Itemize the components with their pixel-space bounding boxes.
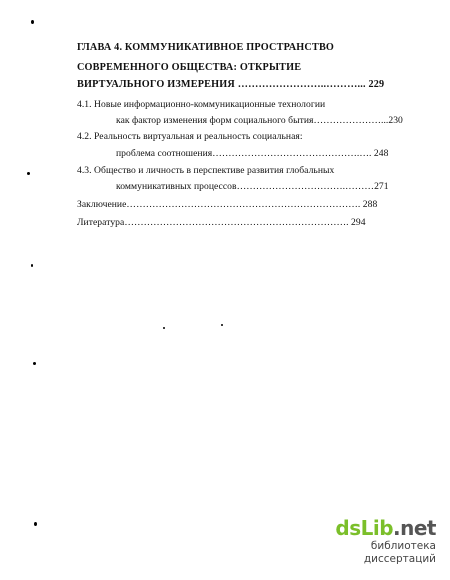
scan-speck (31, 20, 34, 24)
scan-speck (27, 172, 30, 175)
scan-speck (221, 324, 223, 326)
scan-speck (163, 327, 165, 329)
scan-speck (33, 362, 36, 365)
chapter-4-title-line-3: ВИРТУАЛЬНОГО ИЗМЕРЕНИЯ ……………………..………... 229 (77, 79, 385, 90)
chapter-4-title-line-2: СОВРЕМЕННОГО ОБЩЕСТВА: ОТКРЫТИЕ (77, 62, 302, 73)
scan-speck (34, 522, 37, 526)
section-4-3-line-2: коммуникативных процессов…………………………….………271 (116, 181, 389, 192)
watermark-logo (326, 517, 436, 539)
section-4-1-line-1: 4.1. Новые информационно-коммуникационные технологии (77, 99, 326, 110)
scan-speck (31, 264, 33, 267)
section-4-1-line-2: как фактор изменения форм социального бытия…………………...230 (116, 115, 403, 126)
watermark (326, 517, 436, 566)
section-4-2-line-1: 4.2. Реальность виртуальная и реальность социальная: (77, 131, 303, 142)
section-4-3-line-1: 4.3. Общество и личность в перспективе развития глобальных (77, 165, 335, 176)
watermark-logo-net: .net (393, 516, 436, 540)
watermark-subtitle: библиотека диссертаций (363, 540, 436, 565)
chapter-4-title-line-1: ГЛАВА 4. КОММУНИКАТИВНОЕ ПРОСТРАНСТВО (77, 42, 335, 53)
watermark-logo-dslib: dsLib (335, 516, 394, 540)
toc-conclusion: Заключение………………………………………………………………. 288 (77, 199, 378, 210)
toc-literature: Литература……………………………………………………………. 294 (77, 217, 366, 228)
section-4-2-line-2: проблема соотношения……………………………………….…. 248 (116, 148, 389, 159)
